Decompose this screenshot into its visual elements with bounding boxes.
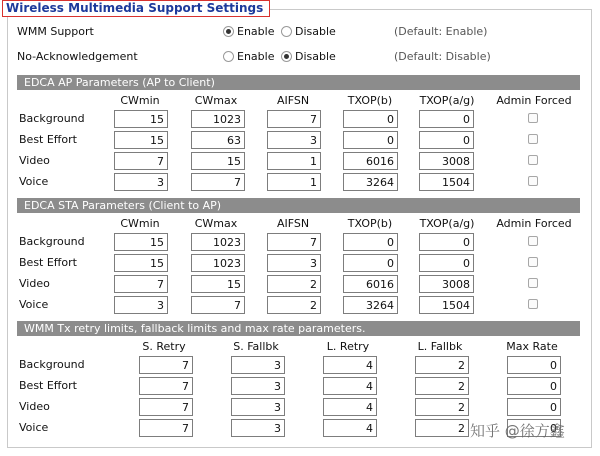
edca-sta-col-cwmax: CWmax (194, 217, 238, 230)
wmm-support-disable-radio[interactable] (281, 26, 292, 37)
edca-ap-background-cwmax[interactable] (191, 110, 245, 128)
edca-ap-video-txop-ag[interactable] (419, 152, 474, 170)
edca-sta-row-label: Background (19, 235, 85, 248)
wmm-support-default: (Default: Enable) (394, 25, 488, 38)
edca-sta-background-aifsn[interactable] (267, 233, 321, 251)
edca-sta-background-cwmin[interactable] (114, 233, 168, 251)
tx-retry-col-max-rate: Max Rate (506, 340, 558, 353)
edca-ap-col-txop-b: TXOP(b) (347, 94, 393, 107)
edca-ap-background-txop-b[interactable] (343, 110, 398, 128)
tx-retry-col-l-retry: L. Retry (326, 340, 370, 353)
tx-retry-best-effort-max-rate[interactable] (507, 377, 561, 395)
edca-ap-col-admin-forced: Admin Forced (496, 94, 572, 107)
edca-sta-header: EDCA STA Parameters (Client to AP) (17, 198, 580, 213)
edca-sta-voice-cwmin[interactable] (114, 296, 168, 314)
edca-ap-best-effort-admin-forced[interactable] (528, 134, 538, 144)
edca-ap-background-aifsn[interactable] (267, 110, 321, 128)
tx-retry-col-s-retry: S. Retry (142, 340, 186, 353)
edca-sta-best-effort-cwmin[interactable] (114, 254, 168, 272)
edca-sta-col-txop-b: TXOP(b) (347, 217, 393, 230)
edca-sta-video-admin-forced[interactable] (528, 278, 538, 288)
edca-ap-col-cwmin: CWmin (120, 94, 160, 107)
tx-retry-voice-l-retry[interactable] (323, 419, 377, 437)
edca-ap-row-label: Voice (19, 175, 49, 188)
edca-sta-best-effort-cwmax[interactable] (191, 254, 245, 272)
wmm-support-enable-radio[interactable] (223, 26, 234, 37)
tx-retry-video-s-retry[interactable] (139, 398, 193, 416)
no-ack-disable-label[interactable]: Disable (295, 50, 336, 63)
edca-ap-voice-cwmax[interactable] (191, 173, 245, 191)
edca-sta-background-cwmax[interactable] (191, 233, 245, 251)
edca-sta-video-aifsn[interactable] (267, 275, 321, 293)
edca-sta-col-txop-ag: TXOP(a/g) (419, 217, 475, 230)
edca-ap-row-label: Background (19, 112, 85, 125)
edca-ap-best-effort-txop-ag[interactable] (419, 131, 474, 149)
tx-retry-background-s-fallbk[interactable] (231, 356, 285, 374)
edca-ap-video-admin-forced[interactable] (528, 155, 538, 165)
wmm-support-label: WMM Support (17, 25, 94, 38)
edca-sta-voice-admin-forced[interactable] (528, 299, 538, 309)
edca-sta-col-admin-forced: Admin Forced (496, 217, 572, 230)
tx-retry-best-effort-s-fallbk[interactable] (231, 377, 285, 395)
tx-retry-voice-l-fallbk[interactable] (415, 419, 469, 437)
no-ack-default: (Default: Disable) (394, 50, 491, 63)
edca-sta-voice-aifsn[interactable] (267, 296, 321, 314)
edca-sta-voice-txop-ag[interactable] (419, 296, 474, 314)
tx-retry-best-effort-l-retry[interactable] (323, 377, 377, 395)
edca-sta-background-txop-b[interactable] (343, 233, 398, 251)
tx-retry-background-max-rate[interactable] (507, 356, 561, 374)
tx-retry-col-l-fallbk: L. Fallbk (417, 340, 463, 353)
edca-sta-col-aifsn: AIFSN (276, 217, 310, 230)
edca-sta-voice-txop-b[interactable] (343, 296, 398, 314)
tx-retry-video-l-fallbk[interactable] (415, 398, 469, 416)
edca-sta-video-txop-ag[interactable] (419, 275, 474, 293)
tx-retry-video-l-retry[interactable] (323, 398, 377, 416)
edca-ap-best-effort-cwmin[interactable] (114, 131, 168, 149)
edca-ap-background-cwmin[interactable] (114, 110, 168, 128)
edca-ap-col-txop-ag: TXOP(a/g) (419, 94, 475, 107)
tx-retry-background-s-retry[interactable] (139, 356, 193, 374)
edca-sta-best-effort-txop-b[interactable] (343, 254, 398, 272)
edca-ap-best-effort-txop-b[interactable] (343, 131, 398, 149)
edca-ap-background-admin-forced[interactable] (528, 113, 538, 123)
tx-retry-row-label: Voice (19, 421, 49, 434)
tx-retry-col-s-fallbk: S. Fallbk (233, 340, 279, 353)
wmm-support-disable-label[interactable]: Disable (295, 25, 336, 38)
edca-ap-video-txop-b[interactable] (343, 152, 398, 170)
tx-retry-voice-s-fallbk[interactable] (231, 419, 285, 437)
edca-sta-row-label: Video (19, 277, 50, 290)
no-ack-enable-label[interactable]: Enable (237, 50, 275, 63)
tx-retry-video-s-fallbk[interactable] (231, 398, 285, 416)
edca-ap-row-label: Best Effort (19, 133, 77, 146)
edca-sta-row-label: Best Effort (19, 256, 77, 269)
edca-sta-video-cwmin[interactable] (114, 275, 168, 293)
edca-sta-col-cwmin: CWmin (120, 217, 160, 230)
tx-retry-background-l-retry[interactable] (323, 356, 377, 374)
section-title: Wireless Multimedia Support Settings (2, 0, 270, 17)
edca-sta-video-cwmax[interactable] (191, 275, 245, 293)
tx-retry-row-label: Video (19, 400, 50, 413)
no-ack-disable-radio[interactable] (281, 51, 292, 62)
edca-ap-voice-aifsn[interactable] (267, 173, 321, 191)
wmm-support-enable-label[interactable]: Enable (237, 25, 275, 38)
tx-retry-video-max-rate[interactable] (507, 398, 561, 416)
edca-sta-best-effort-txop-ag[interactable] (419, 254, 474, 272)
tx-retry-best-effort-l-fallbk[interactable] (415, 377, 469, 395)
edca-sta-voice-cwmax[interactable] (191, 296, 245, 314)
no-ack-enable-radio[interactable] (223, 51, 234, 62)
tx-retry-row-label: Best Effort (19, 379, 77, 392)
no-ack-label: No-Acknowledgement (17, 50, 138, 63)
edca-ap-col-aifsn: AIFSN (276, 94, 310, 107)
edca-sta-best-effort-admin-forced[interactable] (528, 257, 538, 267)
edca-ap-header: EDCA AP Parameters (AP to Client) (17, 75, 580, 90)
edca-sta-best-effort-aifsn[interactable] (267, 254, 321, 272)
tx-retry-background-l-fallbk[interactable] (415, 356, 469, 374)
watermark: 知乎 @徐方鑫 (470, 422, 565, 440)
edca-ap-best-effort-cwmax[interactable] (191, 131, 245, 149)
tx-retry-header: WMM Tx retry limits, fallback limits and max rate parameters. (17, 321, 580, 336)
edca-ap-video-cwmin[interactable] (114, 152, 168, 170)
edca-ap-row-label: Video (19, 154, 50, 167)
edca-ap-voice-txop-b[interactable] (343, 173, 398, 191)
edca-ap-voice-txop-ag[interactable] (419, 173, 474, 191)
edca-ap-best-effort-aifsn[interactable] (267, 131, 321, 149)
edca-ap-video-cwmax[interactable] (191, 152, 245, 170)
edca-sta-background-txop-ag[interactable] (419, 233, 474, 251)
edca-ap-col-cwmax: CWmax (194, 94, 238, 107)
edca-ap-voice-cwmin[interactable] (114, 173, 168, 191)
tx-retry-voice-s-retry[interactable] (139, 419, 193, 437)
edca-sta-background-admin-forced[interactable] (528, 236, 538, 246)
edca-ap-background-txop-ag[interactable] (419, 110, 474, 128)
edca-ap-voice-admin-forced[interactable] (528, 176, 538, 186)
edca-ap-video-aifsn[interactable] (267, 152, 321, 170)
tx-retry-row-label: Background (19, 358, 85, 371)
edca-sta-video-txop-b[interactable] (343, 275, 398, 293)
edca-sta-row-label: Voice (19, 298, 49, 311)
tx-retry-best-effort-s-retry[interactable] (139, 377, 193, 395)
